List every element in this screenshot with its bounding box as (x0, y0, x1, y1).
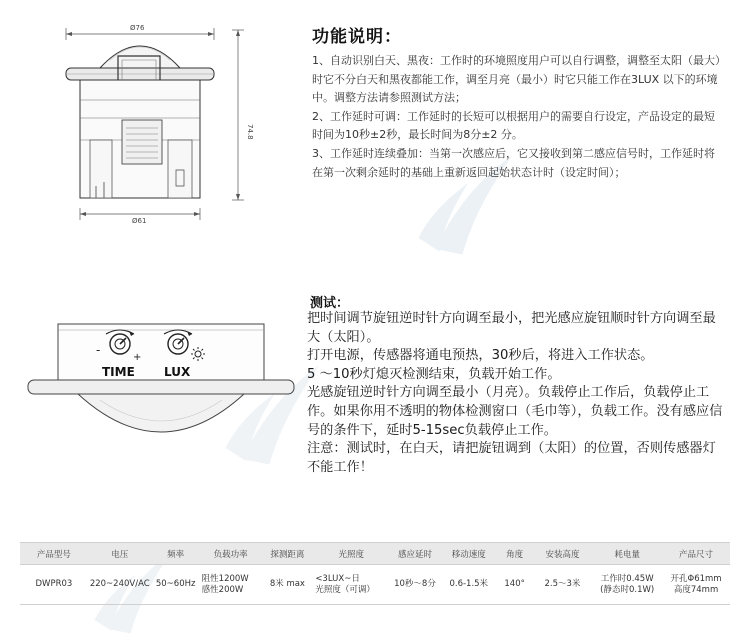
table-header: 产品尺寸 (662, 543, 730, 565)
table-header: 移动速度 (441, 543, 497, 565)
table-header: 产品型号 (20, 543, 88, 565)
table-row (20, 565, 730, 605)
table-header: 光照度 (313, 543, 389, 565)
table-cell: 220~240V/AC (88, 565, 152, 605)
table-header: 频率 (152, 543, 200, 565)
table-cell: 10秒～8分 (389, 565, 441, 605)
lux-label: LUX (164, 365, 191, 379)
table-cell: 50~60Hz (152, 565, 200, 605)
table-cell: 2.5～3米 (533, 565, 593, 605)
time-minus-sign: - (96, 343, 101, 357)
dim-top-label: Ø76 (130, 24, 145, 32)
control-panel-drawing (20, 300, 300, 450)
table-header: 电压 (88, 543, 152, 565)
time-label: TIME (102, 365, 135, 379)
table-cell: 开孔Φ61mm 高度74mm (662, 565, 730, 605)
test-paragraph: 打开电源，传感器将通电预热，30秒后，将进入工作状态。 (307, 348, 654, 364)
table-cell: 工作时0.45W (静态时0.1W) (592, 565, 662, 605)
test-instructions (307, 310, 727, 477)
dim-bottom-label: Ø61 (132, 217, 147, 225)
table-cell: <3LUX~日 光照度（可调） (313, 565, 389, 605)
test-paragraph: 光感旋钮逆时针方向调至最小（月亮）。负载停止工作后，负载停止工作。如果你用不透明的物体检测窗口（毛巾等），负载工作。没有感应信号的条件下，延时5-15sec负载停止工作。 (307, 385, 723, 438)
table-cell: 140° (497, 565, 533, 605)
function-description (312, 52, 722, 182)
test-title: 测试： (310, 296, 350, 311)
table-header: 负载功率 (200, 543, 262, 565)
function-paragraph: 2、工作延时可调：工作延时的长短可以根据用户的需要自行设定，产品设定的最短时间为10秒±2秒，最长时间为8分±2 分。 (312, 109, 715, 142)
test-paragraph: 5 ～10秒灯熄灭检测结束，负载开始工作。 (307, 366, 561, 382)
function-title: 功能说明： (312, 27, 402, 47)
table-cell: 8米 max (261, 565, 313, 605)
table-cell: 0.6-1.5米 (441, 565, 497, 605)
dim-height-label: 74.8 (246, 124, 254, 140)
test-paragraph: 注意：测试时，在白天，请把旋钮调到（太阳）的位置，否则传感器灯不能工作！ (307, 441, 716, 475)
table-cell: 阻性1200W 感性200W (200, 565, 262, 605)
table-header: 耗电量 (592, 543, 662, 565)
test-paragraph: 把时间调节旋钮逆时针方向调至最小，把光感应旋钮顺时针方向调至最大（太阳）。 (307, 311, 716, 345)
dimension-drawing (60, 10, 260, 225)
spec-table (20, 542, 730, 605)
time-plus-sign: + (133, 352, 142, 363)
table-header: 角度 (497, 543, 533, 565)
function-paragraph: 3、工作延时连续叠加：当第一次感应后，它又接收到第二感应信号时，工作延时将在第一次剩余延时的基础上重新返回起始状态计时（设定时间）； (312, 146, 715, 179)
table-header: 感应延时 (389, 543, 441, 565)
table-header: 探测距离 (261, 543, 313, 565)
function-paragraph: 1、自动识别白天、黑夜：工作时的环境照度用户可以自行调整，调整至太阳（最大）时它不分白天和黑夜都能工作，调至月亮（最小）时它只能工作在3LUX 以下的环境中。调整方法请参照测试方法； (312, 54, 721, 105)
table-cell: DWPR03 (20, 565, 88, 605)
table-header-row (20, 543, 730, 565)
table-header: 安装高度 (533, 543, 593, 565)
